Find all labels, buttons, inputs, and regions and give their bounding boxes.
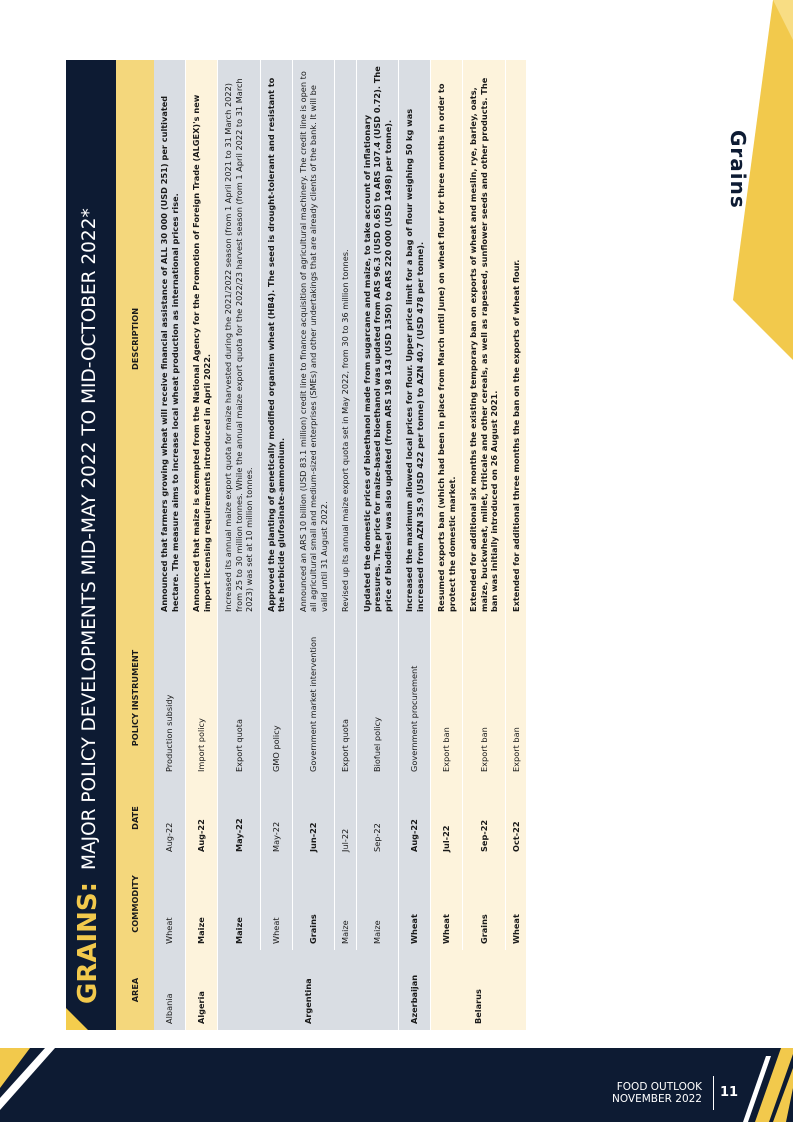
commodity-cell: Wheat — [399, 858, 431, 950]
table-row — [335, 60, 357, 1030]
table-row — [356, 60, 399, 1030]
commodity-cell: Maize — [335, 858, 357, 950]
description-cell: Extended for additional three months the ban on the exports of wheat flour. — [505, 60, 527, 618]
description-cell: Announced that farmers growing wheat will receive financial assistance of ALL 30 000 (USD 251) per cultivated hectare. The measure aims to increase local wheat production as international prices rise. — [154, 60, 186, 618]
date-cell: Oct-22 — [505, 778, 527, 858]
header-area: AREA — [116, 950, 154, 1030]
title-prefix: GRAINS: — [73, 881, 103, 1004]
area-cell: Algeria — [186, 950, 218, 1030]
instrument-cell: GMO policy — [260, 618, 292, 778]
header-instrument: POLICY INSTRUMENT — [116, 618, 154, 778]
description-cell: Revised up its annual maize export quota set in May 2022, from 30 to 36 million tonnes. — [335, 60, 357, 618]
date-cell: Jun-22 — [292, 778, 335, 858]
table-row — [186, 60, 218, 1030]
footer-line2: NOVEMBER 2022 — [611, 1093, 702, 1105]
table-row — [260, 60, 292, 1030]
date-cell: Jul-22 — [431, 778, 463, 858]
footer-line1: FOOD OUTLOOK — [616, 1081, 702, 1093]
policy-table-block — [66, 60, 664, 1030]
description-cell: Resumed exports ban (which had been in place from March until June) on wheat flour for three months in order to protect the domestic market. — [431, 60, 463, 618]
description-cell: Approved the planting of genetically modified organism wheat (HB4). The seed is drought-tolerant and resistant to the herbicide glufosinate-ammonium. — [260, 60, 292, 618]
instrument-cell: Government procurement — [399, 618, 431, 778]
section-side-label: Grains — [726, 130, 750, 209]
table-row — [463, 60, 506, 1030]
area-cell: Belarus — [431, 950, 527, 1030]
area-cell: Argentina — [218, 950, 399, 1030]
table-row — [218, 60, 261, 1030]
description-cell: Increased its annual maize export quota for maize harvested during the 2021/2022 season (from 1 April 2021 to 31 March 2022) from 25 to 30 million tonnes. While the annual maize export quota for the 2022/23 harvest season (from 1 April 2022 to 31 March 2023) was set at 10 million tonnes. — [218, 60, 261, 618]
instrument-cell: Export quota — [218, 618, 261, 778]
page-title: MAJOR POLICY DEVELOPMENTS MID-MAY 2022 TO MID-OCTOBER 2022* — [79, 208, 100, 870]
description-cell: Extended for additional six months the existing temporary ban on exports of wheat and meslin, rye, barley, oats, maize, buckwheat, millet, triticale and other cereals, as well as rapeseed, sunflower seeds and other products. The ban was initially introduced on 26 August 2021. — [463, 60, 506, 618]
description-cell: Announced that maize is exempted from the National Agency for the Promotion of Foreign Trade (ALGEX)'s new import licensing requirements introduced in April 2022. — [186, 60, 218, 618]
description-cell: Announced an ARS 10 billion (USD 83.1 million) credit line to finance acquisition of agricultural machinery. The credit line is open to all agricultural small and medium-sized enterprises (SMEs) and other undertakings that are already clients of the bank. It will be valid until 31 August 2022. — [292, 60, 335, 618]
date-cell: Jul-22 — [335, 778, 357, 858]
commodity-cell: Maize — [218, 858, 261, 950]
header-date: DATE — [116, 778, 154, 858]
header-description: DESCRIPTION — [116, 60, 154, 618]
table-row — [505, 60, 527, 1030]
instrument-cell: Export ban — [463, 618, 506, 778]
footer-publication — [590, 1081, 702, 1105]
table-header-row — [116, 60, 154, 1030]
date-cell: Aug-22 — [399, 778, 431, 858]
policy-table — [116, 60, 527, 1030]
title-bar — [66, 60, 116, 1030]
commodity-cell: Grains — [463, 858, 506, 950]
date-cell: Sep-22 — [356, 778, 399, 858]
instrument-cell: Government market intervention — [292, 618, 335, 778]
instrument-cell: Production subsidy — [154, 618, 186, 778]
date-cell: Sep-22 — [463, 778, 506, 858]
instrument-cell: Export quota — [335, 618, 357, 778]
date-cell: May-22 — [218, 778, 261, 858]
date-cell: Aug-22 — [186, 778, 218, 858]
commodity-cell: Wheat — [260, 858, 292, 950]
page-number: 11 — [720, 1085, 739, 1100]
description-cell: Increased the maximum allowed local prices for flour. Upper price limit for a bag of flour weighing 50 kg was increased from AZN 35.9 (USD 422 per tonne) to AZN 40.7 (USD 478 per tonne). — [399, 60, 431, 618]
instrument-cell: Biofuel policy — [356, 618, 399, 778]
date-cell: Aug-22 — [154, 778, 186, 858]
area-cell: Albania — [154, 950, 186, 1030]
table-row — [292, 60, 335, 1030]
commodity-cell: Grains — [292, 858, 335, 950]
footer-stripes-left — [0, 1048, 60, 1122]
table-row — [399, 60, 431, 1030]
commodity-cell: Wheat — [505, 858, 527, 950]
commodity-cell: Maize — [186, 858, 218, 950]
description-cell: Updated the domestic prices of bioethanol made from sugarcane and maize, to take account of inflationary pressures. The price for maize-based bioethanol was updated from ARS 96.3 (USD 0.65) to ARS 107.4 (USD 0.72). The price of biodiesel was also updated (from ARS 198 143 (USD 1350) to ARS 220 000 (USD 1498) per tonne). — [356, 60, 399, 618]
title-notch — [66, 1008, 88, 1030]
commodity-cell: Wheat — [154, 858, 186, 950]
instrument-cell: Import policy — [186, 618, 218, 778]
footer-stripes-right — [733, 1048, 793, 1122]
commodity-cell: Wheat — [431, 858, 463, 950]
instrument-cell: Export ban — [431, 618, 463, 778]
date-cell: May-22 — [260, 778, 292, 858]
footer-divider — [713, 1076, 714, 1110]
table-row — [154, 60, 186, 1030]
instrument-cell: Export ban — [505, 618, 527, 778]
commodity-cell: Maize — [356, 858, 399, 950]
area-cell: Azerbaijan — [399, 950, 431, 1030]
table-row — [431, 60, 463, 1030]
header-commodity: COMMODITY — [116, 858, 154, 950]
